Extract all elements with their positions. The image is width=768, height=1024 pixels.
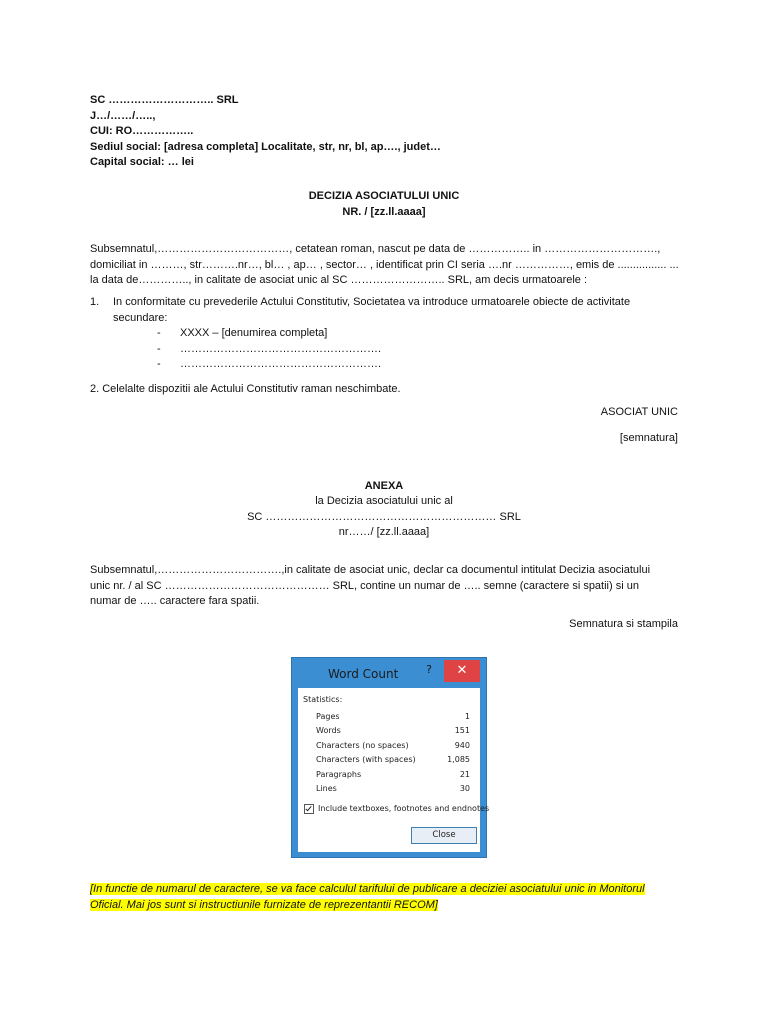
stat-row (316, 784, 470, 796)
decision-intro (90, 242, 690, 289)
help-icon[interactable]: ? (426, 663, 432, 676)
decision-item-1 (90, 295, 690, 327)
dialog-titlebar (292, 658, 488, 688)
decision-item-2 (90, 382, 690, 398)
annex-title: ANEXA (364, 480, 404, 492)
signer-title: ASOCIAT UNIC (600, 406, 678, 418)
company-name: SC ……………………….. SRL (90, 94, 239, 106)
statistics-label: Statistics: (303, 695, 343, 704)
close-icon[interactable]: ✕ (444, 660, 480, 682)
include-textboxes-label[interactable]: Include textboxes, footnotes and endnotes (318, 804, 490, 813)
stat-row (316, 755, 470, 767)
annex-body (90, 563, 690, 610)
stat-value: 30 (459, 784, 470, 793)
highlighted-note (90, 882, 690, 913)
subitem (157, 326, 457, 342)
subitem (157, 342, 457, 358)
subitem (157, 357, 457, 373)
item-number: 1. (90, 296, 100, 308)
include-textboxes-checkbox[interactable] (304, 804, 314, 814)
stat-label: Paragraphs (316, 770, 362, 779)
stat-value: 940 (454, 741, 470, 750)
stat-label: Characters (with spaces) (316, 755, 416, 764)
item-text-cont: secundare: (113, 311, 168, 324)
note-line: Oficial. Mai jos sunt si instructiunile furnizate de reprezentantii RECOM] (90, 898, 438, 911)
stat-label: Words (316, 726, 341, 735)
stat-row (316, 712, 470, 724)
stat-row (316, 741, 470, 753)
item-2-text: 2. Celelalte dispozitii ale Actului Constitutiv raman neschimbate. (90, 383, 401, 395)
stat-value: 1,085 (447, 755, 470, 764)
annex-number: nr……/ [zz.ll.aaaa] (338, 526, 430, 538)
stat-label: Lines (316, 784, 337, 793)
decision-number: NR. / [zz.ll.aaaa] (342, 206, 426, 218)
dialog-title: Word Count (328, 667, 399, 681)
annex-line: unic nr. / al SC ……………………………………… SRL, contine un numar de ….. semne (caractere si spatii) si un (90, 579, 639, 592)
annex-line: numar de ….. caractere fara spatii. (90, 595, 260, 607)
dialog-body (298, 688, 490, 852)
registry-number: J…/……/….., (90, 109, 156, 122)
annex-signature: Semnatura si stampila (569, 618, 678, 630)
fiscal-code: CUI: RO…………….. (90, 125, 194, 137)
bullet-dash: - (157, 343, 161, 355)
intro-line: la data de………….., in calitate de asociat unic al SC …………………….. SRL, am decis urmatoarele : (90, 274, 588, 286)
annex-company: SC ……………………………………………………… SRL (247, 511, 521, 523)
bullet-dash: - (157, 327, 161, 339)
share-capital: Capital social: … lei (90, 156, 194, 168)
subitem-text: ………………………………………………. (180, 343, 382, 355)
intro-line: Subsemnatul,………………………………, cetatean roman, nascut pe data de …………….. in …………………………., (90, 243, 661, 255)
close-button[interactable]: Close (411, 827, 477, 844)
intro-line: domiciliat in ………, str……….nr…, bl… , ap… , sector… , identificat prin CI seria ….nr ……………, emis de ................ ... (90, 258, 679, 271)
stat-value: 151 (454, 726, 470, 735)
stat-label: Characters (no spaces) (316, 741, 409, 750)
stat-row (316, 726, 470, 738)
subitem-text: ………………………………………………. (180, 358, 382, 370)
registered-office: Sediul social: [adresa completa] Localitate, str, nr, bl, ap…., judet… (90, 140, 441, 153)
annex-subtitle: la Decizia asociatului unic al (315, 495, 453, 507)
stat-value: 21 (459, 770, 470, 779)
item-text: In conformitate cu prevederile Actului Constitutiv, Societatea va introduce urmatoarele obiecte de activitate (113, 296, 631, 308)
decision-title: DECIZIA ASOCIATULUI UNIC (308, 190, 460, 202)
subitem-text: XXXX – [denumirea completa] (180, 327, 328, 339)
stat-value: 1 (464, 712, 470, 721)
stat-label: Pages (316, 712, 340, 721)
annex-line: Subsemnatul,…………………………….,in calitate de asociat unic, declar ca documentul intitulat Decizia asociatului (90, 564, 651, 576)
company-header (90, 93, 441, 171)
word-count-dialog (291, 657, 490, 858)
bullet-dash: - (157, 358, 161, 370)
note-line: [In functie de numarul de caractere, se va face calculul tarifului de publicare a deciziei asociatului unic in Monitorul (90, 883, 645, 895)
signature-placeholder: [semnatura] (619, 432, 678, 444)
stat-row (316, 770, 470, 782)
